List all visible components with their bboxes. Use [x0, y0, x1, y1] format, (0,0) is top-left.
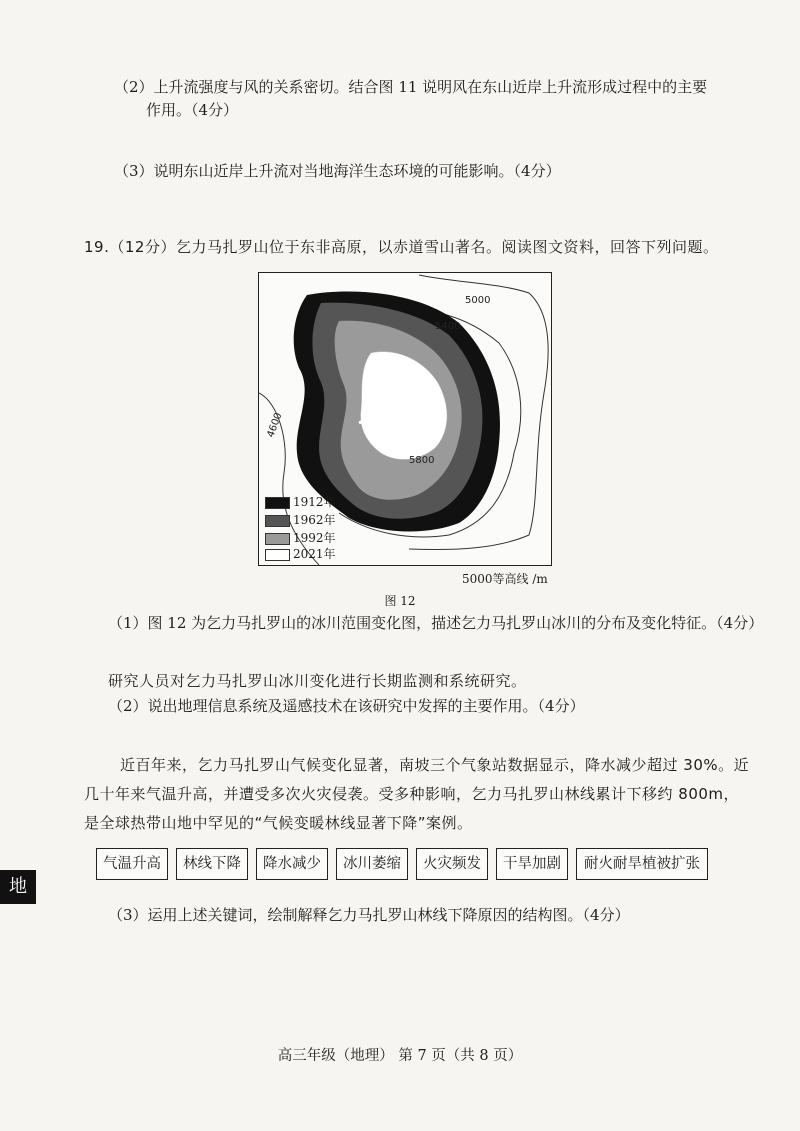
figure-caption: 图 12	[384, 594, 416, 608]
keyword-box: 冰川萎缩	[336, 848, 408, 880]
keyword-box: 干旱加剧	[496, 848, 568, 880]
contour-label-5000: 5000	[465, 295, 491, 306]
keyword-box: 气温升高	[96, 848, 168, 880]
contour-legend-value: 5000	[462, 572, 493, 586]
contour-label-5800: 5800	[409, 455, 435, 466]
q19-para-line2: 几十年来气温升高，并遭受多次火灾侵袭。受多种影响，乞力马扎罗山林线累计下移约 800m，	[84, 785, 740, 803]
legend-label-1962: 1962年	[293, 513, 336, 527]
contour-label-4600: 4600	[265, 411, 285, 440]
page-footer: 高三年级（地理） 第 7 页（共 8 页）	[277, 1048, 523, 1064]
q19-research: 研究人员对乞力马扎罗山冰川变化进行长期监测和系统研究。	[108, 672, 527, 690]
legend-label-1912: 1912年	[293, 495, 336, 509]
q18-part2-line2: 作用。（4分）	[146, 101, 239, 119]
q19-part3: （3）运用上述关键词，绘制解释乞力马扎罗山林线下降原因的结构图。（4分）	[108, 906, 630, 924]
legend-swatch-1962	[265, 515, 290, 527]
legend-swatch-1992	[265, 533, 290, 545]
q18-part3: （3）说明东山近岸上升流对当地海洋生态环境的可能影响。（4分）	[114, 162, 561, 180]
legend-swatch-2021	[265, 549, 290, 561]
contour-legend-text: 等高线 /m	[492, 572, 548, 586]
legend-label-2021: 2021年	[293, 547, 336, 561]
legend-swatch-1912	[265, 497, 290, 509]
subject-tab: 地	[0, 870, 36, 904]
contour-legend	[462, 570, 548, 587]
q18-part2-line1: （2）上升流强度与风的关系密切。结合图 11 说明风在东山近岸上升流形成过程中的主要	[114, 78, 708, 96]
keyword-row	[96, 848, 708, 882]
contour-label-5400: 5400	[435, 321, 461, 332]
keyword-box: 火灾频发	[416, 848, 488, 880]
q19-part1: （1）图 12 为乞力马扎罗山的冰川范围变化图，描述乞力马扎罗山冰川的分布及变化特征。（4分）	[108, 614, 764, 632]
q19-para-line3: 是全球热带山地中罕见的“气候变暖林线显著下降”案例。	[84, 814, 473, 832]
keyword-box: 林线下降	[176, 848, 248, 880]
keyword-box: 耐火耐旱植被扩张	[576, 848, 708, 880]
q19-intro: 19.（12分）乞力马扎罗山位于东非高原，以赤道雪山著名。阅读图文资料，回答下列问题。	[84, 238, 719, 256]
glacier-map	[258, 272, 552, 566]
keyword-box: 降水减少	[256, 848, 328, 880]
q19-part2: （2）说出地理信息系统及遥感技术在该研究中发挥的主要作用。（4分）	[108, 697, 585, 715]
q19-para-line1: 近百年来，乞力马扎罗山气候变化显著，南坡三个气象站数据显示，降水减少超过 30%。近	[120, 756, 750, 774]
legend-label-1992: 1992年	[293, 531, 336, 545]
